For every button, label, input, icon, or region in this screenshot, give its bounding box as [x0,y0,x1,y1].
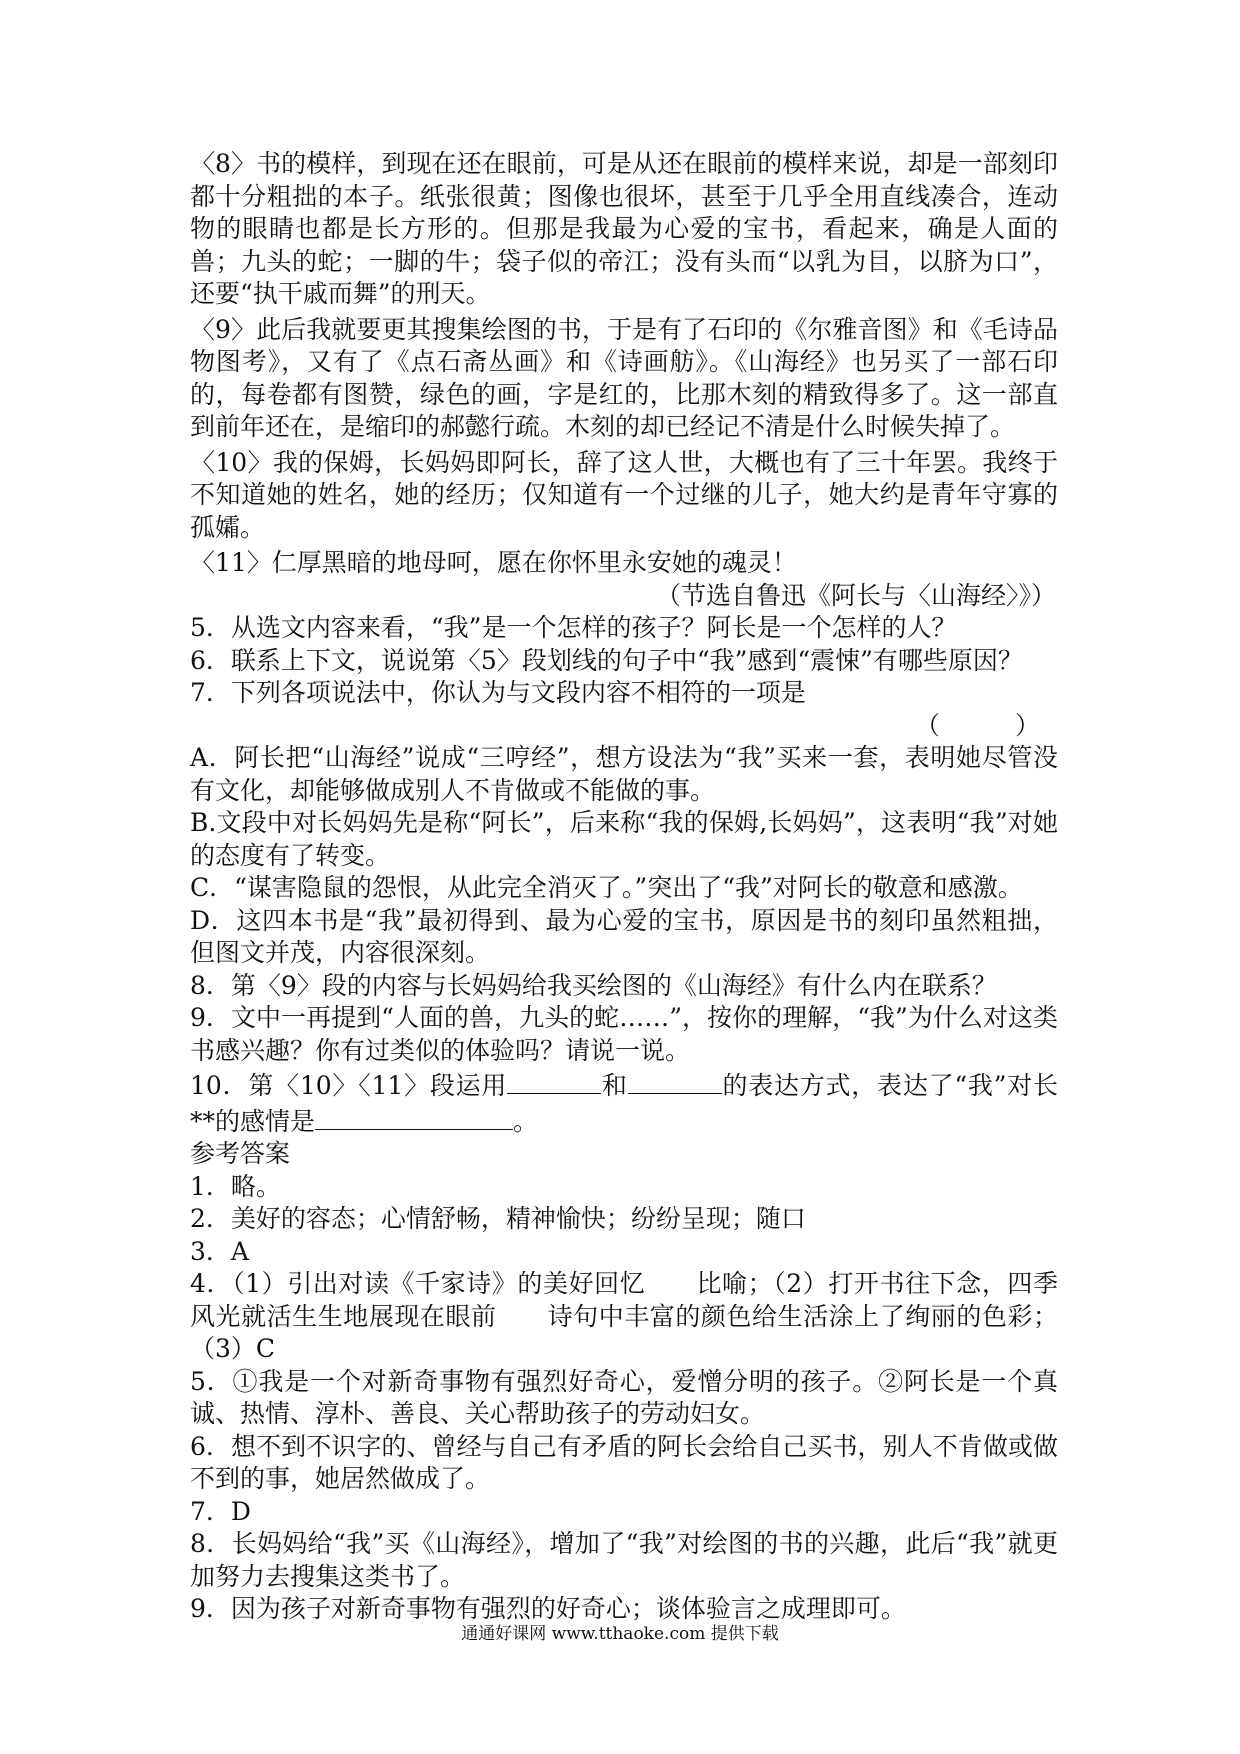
source-citation: （节选自鲁迅《阿长与〈山海经〉》） [655,580,1056,610]
question-10 [190,1067,1058,1138]
question-10-text-1: 10．第〈10〉〈11〉段运用 [190,1071,508,1100]
paragraph-11: 〈11〉仁厚黑暗的地母呵，愿在你怀里永安她的魂灵！ [190,548,797,577]
answer-8: 8．长妈妈给“我”买《山海经》，增加了“我”对绘图的书的兴趣，此后“我”就更加努力去搜集这类书了。 [190,1529,1058,1591]
answer-6: 6．想不到不识字的、曾经与自己有矛盾的阿长会给自己买书，别人不肯做或做不到的事，她居然做成了。 [190,1431,1058,1493]
question-9: 9．文中一再提到“人面的兽，九头的蛇……”，按你的理解，“我”为什么对这类书感兴趣？你有过类似的体验吗？请说一说。 [190,1003,1058,1065]
page-footer: 通通好课网 www.tthaoke.com 提供下载 [461,1624,779,1644]
option-c: C．“谋害隐鼠的怨恨，从此完全消灭了。”突出了“我”对阿长的敬意和感激。 [190,873,1023,902]
answer-bracket: （ ） [914,710,1040,740]
answer-3: 3．A [190,1236,249,1266]
question-10-text-4: 。 [513,1106,539,1136]
answer-7: 7．D [190,1496,251,1526]
question-6: 6．联系上下文，说说第〈5〉段划线的句子中“我”感到“震悚”有哪些原因？ [190,645,1023,675]
answer-1: 1．略。 [190,1171,281,1201]
option-b: B.文段中对长妈妈先是称“阿长”，后来称“我的保姆,长妈妈”，这表明“我”对她的态度有了转变。 [190,808,1058,870]
question-8: 8．第〈9〉段的内容与长妈妈给我买绘图的《山海经》有什么内在联系？ [190,970,997,1000]
question-7: 7．下列各项说法中，你认为与文段内容不相符的一项是 [190,678,806,707]
fill-blank-3 [315,1103,513,1130]
answers-heading: 参考答案 [190,1139,291,1168]
answer-5: 5．①我是一个对新奇事物有强烈好奇心，爱憎分明的孩子。②阿长是一个真诚、热情、淳朴、善良、关心帮助孩子的劳动妇女。 [190,1366,1058,1428]
fill-blank-1 [507,1067,601,1094]
option-a: A．阿长把“山海经”说成“三哼经”，想方设法为“我”买来一套，表明她尽管没有文化，却能够做成别人不肯做或不能做的事。 [190,743,1058,805]
answer-2: 2．美好的容态；心情舒畅，精神愉快；纷纷呈现；随口 [190,1204,806,1233]
document-body [190,148,1058,1626]
paragraph-8: 〈8〉书的模样，到现在还在眼前，可是从还在眼前的模样来说，却是一部刻印都十分粗拙的本子。纸张很黄；图像也很坏，甚至于几乎全用直线凑合，连动物的眼睛也都是长方形的。但那是我最为心爱的宝书，看起来，确是人面的兽；九头的蛇；一脚的牛；袋子似的帝江；没有头而“以乳为目，以脐为口”，还要“执干戚而舞”的刑天。 [190,149,1058,308]
fill-blank-2 [628,1067,722,1094]
question-10-text-2: 和 [601,1071,628,1100]
question-10-text-3: 的表达方式，表达了“我”对长**的感情是 [190,1071,1058,1136]
paragraph-9: 〈9〉此后我就要更其搜集绘图的书，于是有了石印的《尔雅音图》和《毛诗品物图考》，又有了《点石斋丛画》和《诗画舫》。《山海经》也另买了一部石印的，每卷都有图赞，绿色的画，字是红的，比那木刻的精致得多了。这一部直到前年还在，是缩印的郝懿行疏。木刻的却已经记不清是什么时候失掉了。 [190,314,1058,441]
paragraph-10: 〈10〉我的保姆，长妈妈即阿长，辞了这人世，大概也有了三十年罢。我终于不知道她的姓名，她的经历；仅知道有一个过继的儿子，她大约是青年守寡的孤孀。 [190,447,1058,542]
question-5: 5．从选文内容来看，“我”是一个怎样的孩子？阿长是一个怎样的人？ [190,613,957,642]
answer-9: 9．因为孩子对新奇事物有强烈的好奇心；谈体验言之成理即可。 [190,1594,906,1623]
option-d: D．这四本书是“我”最初得到、最为心爱的宝书，原因是书的刻印虽然粗拙，但图文并茂，内容很深刻。 [190,905,1058,967]
answer-4: 4．（1）引出对读《千家诗》的美好回忆 比喻；（2）打开书往下念，四季风光就活生生地展现在眼前 诗句中丰富的颜色给生活涂上了绚丽的色彩；（3）C [190,1269,1058,1363]
